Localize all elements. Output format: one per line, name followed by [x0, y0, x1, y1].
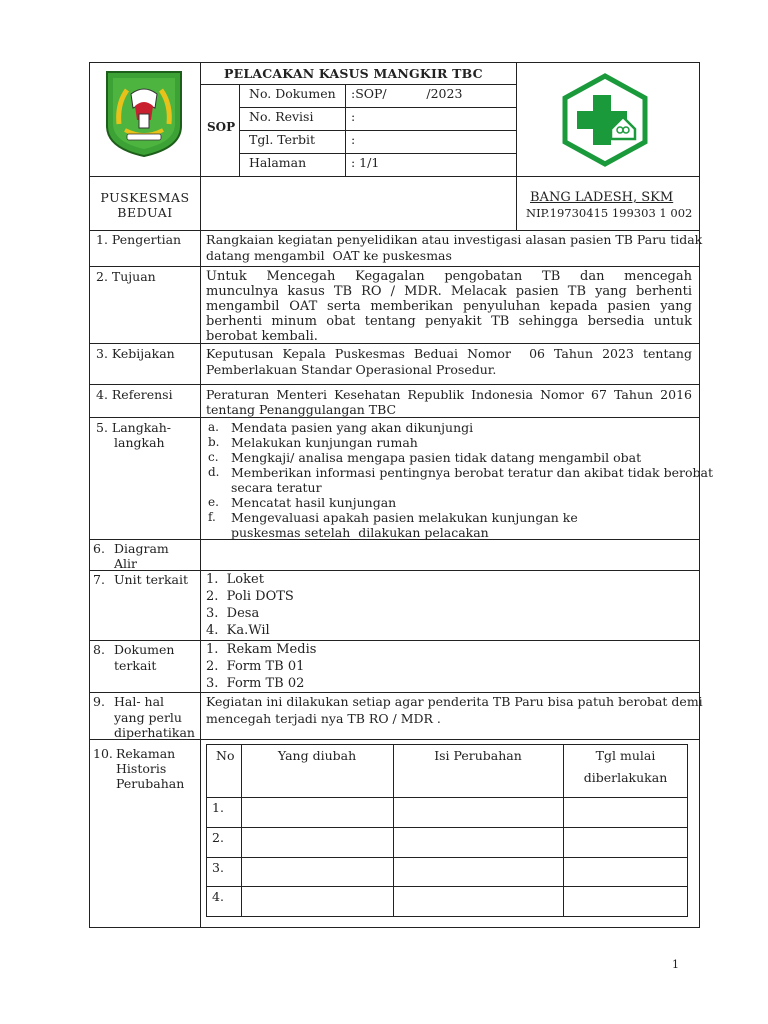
head-name: BANG LADESH, SKM	[530, 190, 674, 205]
label-diagram-cont: Alir	[114, 556, 137, 571]
unit-item: 1. Loket	[206, 572, 264, 587]
head-nip: NIP.19730415 199303 1 002	[526, 206, 693, 220]
page-number: 1	[672, 958, 679, 971]
step-text: Mengevaluasi apakah pasien melakukan kunjungan ke	[231, 510, 578, 525]
meta-value: :SOP/ /2023	[351, 86, 463, 101]
unit-item: 3. Desa	[206, 606, 260, 621]
dokumen-item: 1. Rekam Medis	[206, 642, 317, 657]
history-col-date-cont: diberlakukan	[583, 770, 668, 785]
meta-value: :	[351, 132, 356, 147]
kebijakan-line: Keputusan Kepala Puskesmas Beduai Nomor 06 Tahun 2023 tentang	[206, 346, 692, 361]
label-rekaman: Rekaman	[116, 746, 176, 761]
history-row-no: 3.	[212, 860, 224, 875]
label-kebijakan: 3. Kebijakan	[96, 346, 175, 361]
meta-label: Tgl. Terbit	[249, 132, 316, 147]
label-pengertian: 1. Pengertian	[96, 232, 182, 247]
dokumen-item: 2. Form TB 01	[206, 659, 305, 674]
label-tujuan: 2. Tujuan	[96, 269, 156, 284]
pengertian-line: datang mengambil OAT ke puskesmas	[206, 248, 452, 263]
label-hal-num: 9.	[93, 694, 105, 709]
step-text: puskesmas setelah dilakukan pelacakan	[231, 525, 489, 540]
label-dokumen-num: 8.	[93, 642, 105, 657]
label-hal-cont: diperhatikan	[114, 725, 195, 740]
document-title: PELACAKAN KASUS MANGKIR TBC	[224, 66, 483, 81]
step-text: secara teratur	[231, 480, 322, 495]
puskesmas-logo	[559, 73, 651, 167]
unit-item: 2. Poli DOTS	[206, 589, 294, 604]
tujuan-line: berhenti minum obat tentang penyakit TB sehingga bersedia untuk	[206, 314, 692, 329]
kalbar-logo	[103, 68, 185, 158]
org-name-line1: PUSKESMAS	[100, 190, 190, 205]
label-rekaman-cont: Perubahan	[116, 776, 185, 791]
label-rekaman-num: 10.	[93, 746, 113, 761]
hal-line: mencegah terjadi nya TB RO / MDR .	[206, 711, 441, 726]
hal-line: Kegiatan ini dilakukan setiap agar penderita TB Paru bisa patuh berobat demi	[206, 694, 703, 709]
history-col-date: Tgl mulai	[595, 748, 656, 763]
pengertian-line: Rangkaian kegiatan penyelidikan atau investigasi alasan pasien TB Paru tidak	[206, 232, 703, 247]
step-mark: b.	[208, 435, 220, 449]
label-diagram: Diagram	[114, 541, 169, 556]
label-langkah-cont: langkah	[114, 435, 165, 450]
label-rekaman-cont: Historis	[116, 761, 167, 776]
history-col-no: No	[216, 748, 235, 763]
label-langkah: 5. Langkah-	[96, 420, 172, 435]
history-col-content: Isi Perubahan	[434, 748, 522, 763]
tujuan-line: munculnya kasus TB RO / MDR. Melacak pasien TB yang berhenti	[206, 284, 692, 299]
history-row-no: 2.	[212, 830, 224, 845]
sop-label: SOP	[207, 120, 236, 134]
step-mark: e.	[208, 495, 219, 509]
step-text: Memberikan informasi pentingnya berobat teratur dan akibat tidak berobat	[231, 465, 713, 480]
history-row-no: 4.	[212, 889, 224, 904]
label-hal: Hal- hal	[114, 694, 165, 709]
label-dokumen-cont: terkait	[114, 658, 157, 673]
kebijakan-line: Pemberlakuan Standar Operasional Prosedur.	[206, 362, 497, 377]
label-diagram-num: 6.	[93, 541, 105, 556]
label-column-divider	[200, 62, 201, 577]
label-dokumen: Dokumen	[114, 642, 175, 657]
label-unit: Unit terkait	[114, 572, 189, 587]
tujuan-line: Untuk Mencegah Kegagalan pengobatan TB dan mencegah	[206, 269, 692, 284]
step-mark: f.	[208, 510, 216, 524]
meta-label: No. Dokumen	[249, 86, 336, 101]
step-mark: a.	[208, 420, 219, 434]
referensi-line: tentang Penanggulangan TBC	[206, 402, 397, 417]
history-row-no: 1.	[212, 800, 224, 815]
label-unit-num: 7.	[93, 572, 105, 587]
tujuan-line: mengambil OAT serta memberikan penyuluhan kepada pasien yang	[206, 299, 692, 314]
step-text: Melakukan kunjungan rumah	[231, 435, 418, 450]
unit-item: 4. Ka.Wil	[206, 623, 270, 638]
step-text: Mendata pasien yang akan dikunjungi	[231, 420, 474, 435]
step-mark: d.	[208, 465, 220, 479]
org-name-line2: BEDUAI	[117, 205, 173, 220]
header-right-divider	[516, 62, 517, 230]
label-referensi: 4. Referensi	[96, 387, 173, 402]
meta-label: Halaman	[249, 155, 307, 170]
step-text: Mengkaji/ analisa mengapa pasien tidak datang mengambil obat	[231, 450, 642, 465]
referensi-line: Peraturan Menteri Kesehatan Republik Indonesia Nomor 67 Tahun 2016	[206, 387, 692, 402]
history-col-changed: Yang diubah	[277, 748, 357, 763]
step-mark: c.	[208, 450, 219, 464]
meta-label: No. Revisi	[249, 109, 314, 124]
step-text: Mencatat hasil kunjungan	[231, 495, 397, 510]
meta-value: :	[351, 109, 356, 124]
dokumen-item: 3. Form TB 02	[206, 676, 305, 691]
meta-value: : 1/1	[351, 155, 380, 170]
label-hal-cont: yang perlu	[114, 710, 182, 725]
tujuan-line: berobat kembali.	[206, 329, 318, 344]
